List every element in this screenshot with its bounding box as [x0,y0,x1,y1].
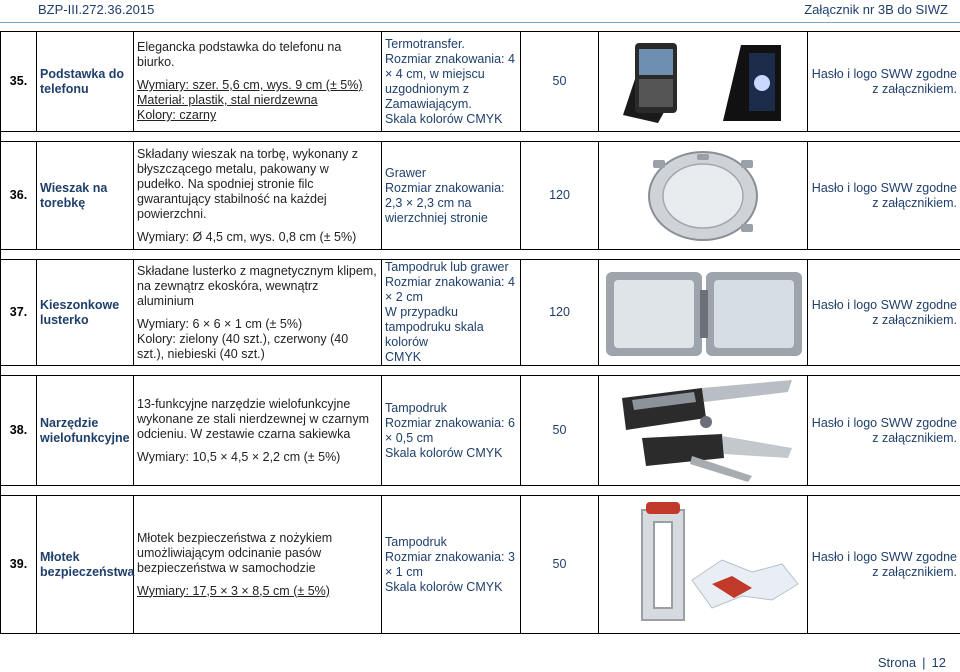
product-description: Elegancka podstawka do telefonu na biurko. Wymiary: szer. 5,6 cm, wys. 9 cm (± 5%) Materiał: plastik, stal nierdzewna Kolory: czarny [134,32,382,132]
table-row [1,496,960,634]
product-image-safety-hammer [599,496,808,634]
marking-info: Tampodruk Rozmiar znakowania: 6 × 0,5 cm Skala kolorów CMYK [382,376,521,486]
quantity: 50 [521,32,599,132]
quantity: 120 [521,260,599,366]
page-footer: Strona | 12 [877,655,946,670]
remarks: Hasło i logo SWW zgodne z załącznikiem. [808,32,960,132]
product-description: Składane lusterko z magnetycznym klipem, na zewnątrz ekoskóra, wewnątrz aluminium Wymiary: 6 × 6 × 1 cm (± 5%) Kolory: zielony (40 szt.), czerwony (40 szt.), niebieski (40 szt.) [134,260,382,366]
table-row [1,376,960,486]
page-number: 12 [931,655,946,670]
remarks: Hasło i logo SWW zgodne z załącznikiem. [808,496,960,634]
document-reference: BZP-III.272.36.2015 [38,2,155,17]
product-name: Kieszonkowe lusterko [37,260,134,366]
remarks: Hasło i logo SWW zgodne z załącznikiem. [808,142,960,250]
product-image-bag-hanger [599,142,808,250]
remarks: Hasło i logo SWW zgodne z załącznikiem. [808,376,960,486]
row-number: 37. [1,260,37,366]
marking-info: Tampodruk lub grawer Rozmiar znakowania: 4 × 2 cm W przypadku tampodruku skala kolorów CMYK [382,260,521,366]
attachment-label: Załącznik nr 3B do SIWZ [804,2,948,17]
table-row [1,260,960,366]
product-description: Składany wieszak na torbę, wykonany z błyszczącego metalu, pakowany w pudełko. Na spodniej stronie filc gwarantujący stabilność na każdej powierzchni. Wymiary: Ø 4,5 cm, wys. 0,8 cm (± 5%) [134,142,382,250]
product-name: Młotek bezpieczeństwa [37,496,134,634]
marking-info: Grawer Rozmiar znakowania: 2,3 × 2,3 cm na wierzchniej stronie [382,142,521,250]
table-row [1,32,960,132]
product-name: Podstawka do telefonu [37,32,134,132]
product-image-multitool [599,376,808,486]
product-description: 13-funkcyjne narzędzie wielofunkcyjne wykonane ze stali nierdzewnej w czarnym odcieniu. W zestawie czarna sakiewka Wymiary: 10,5 × 4,5 × 2,2 cm (± 5%) [134,376,382,486]
page-label: Strona [877,655,917,670]
marking-info: Tampodruk Rozmiar znakowania: 3 × 1 cm Skala kolorów CMYK [382,496,521,634]
row-number: 35. [1,32,37,132]
product-name: Wieszak na torebkę [37,142,134,250]
row-number: 39. [1,496,37,634]
product-image-pocket-mirror [599,260,808,366]
table-row [1,142,960,250]
product-image-phone-stand [599,32,808,132]
product-table [0,31,960,634]
quantity: 50 [521,376,599,486]
remarks: Hasło i logo SWW zgodne z załącznikiem. [808,260,960,366]
row-number: 38. [1,376,37,486]
product-name: Narzędzie wielofunkcyjne [37,376,134,486]
header-rule [0,22,960,23]
row-number: 36. [1,142,37,250]
product-description: Młotek bezpieczeństwa z nożykiem umożliwiającym odcinanie pasów bezpieczeństwa w samochodzie Wymiary: 17,5 × 3 × 8,5 cm (± 5%) [134,496,382,634]
marking-info: Termotransfer. Rozmiar znakowania: 4 × 4 cm, w miejscu uzgodnionym z Zamawiającym. Skala kolorów CMYK [382,32,521,132]
quantity: 120 [521,142,599,250]
quantity: 50 [521,496,599,634]
